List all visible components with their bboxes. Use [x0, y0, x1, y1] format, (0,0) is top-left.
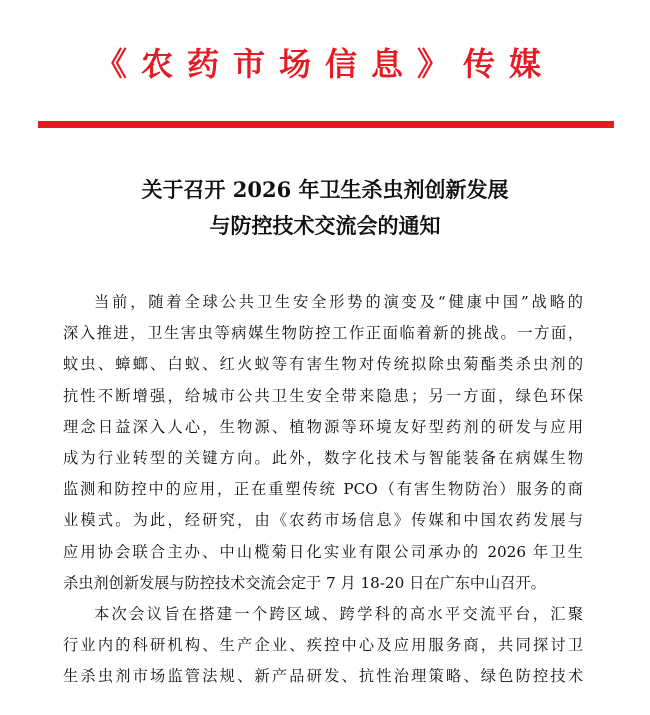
body-line: 成为行业转型的关键方向。此外，数字化技术与智能装备在病媒生物: [63, 448, 583, 467]
notice-title: [0, 172, 650, 244]
body-line: 监测和防控中的应用，正在重塑传统 PCO（有害生物防治）服务的商: [63, 480, 583, 499]
notice-body: [63, 287, 583, 692]
body-line: 当前，随着全球公共卫生安全形势的演变及“健康中国”战略的: [94, 293, 583, 311]
body-line: 理念日益深入人心，生物源、植物源等环境友好型药剂的研发与应用: [63, 417, 583, 436]
notice-title-line-2: 与防控技术交流会的通知: [209, 213, 441, 238]
body-line: 应用协会联合主办、中山榄菊日化实业有限公司承办的 2026 年卫生: [63, 542, 583, 561]
body-line: 生杀虫剂市场监管法规、新产品研发、抗性治理策略、绿色防控技术: [63, 667, 583, 686]
body-line: 业模式。为此，经研究，由《农药市场信息》传媒和中国农药发展与: [63, 511, 583, 530]
body-line: 深入推进，卫生害虫等病媒生物防控工作正面临着新的挑战。一方面，: [63, 324, 583, 343]
body-line: 本次会议旨在搭建一个跨区域、跨学科的高水平交流平台，汇聚: [94, 604, 583, 623]
body-line: 抗性不断增强，给城市公共卫生安全带来隐患；另一方面，绿色环保: [63, 386, 583, 405]
body-line: 杀虫剂创新发展与防控技术交流会定于 7 月 18-20 日在广东中山召开。: [63, 573, 546, 592]
header-divider: [38, 121, 614, 128]
masthead-title: 《农药市场信息》传媒: [94, 45, 555, 83]
notice-title-line-1: 关于召开 2026 年卫生杀虫剂创新发展: [141, 177, 509, 202]
body-line: 蚊虫、蟑螂、白蚁、红火蚁等有害生物对传统拟除虫菊酯类杀虫剂的: [63, 355, 583, 374]
body-line: 行业内的科研机构、生产企业、疾控中心及应用服务商，共同探讨卫: [63, 636, 583, 655]
